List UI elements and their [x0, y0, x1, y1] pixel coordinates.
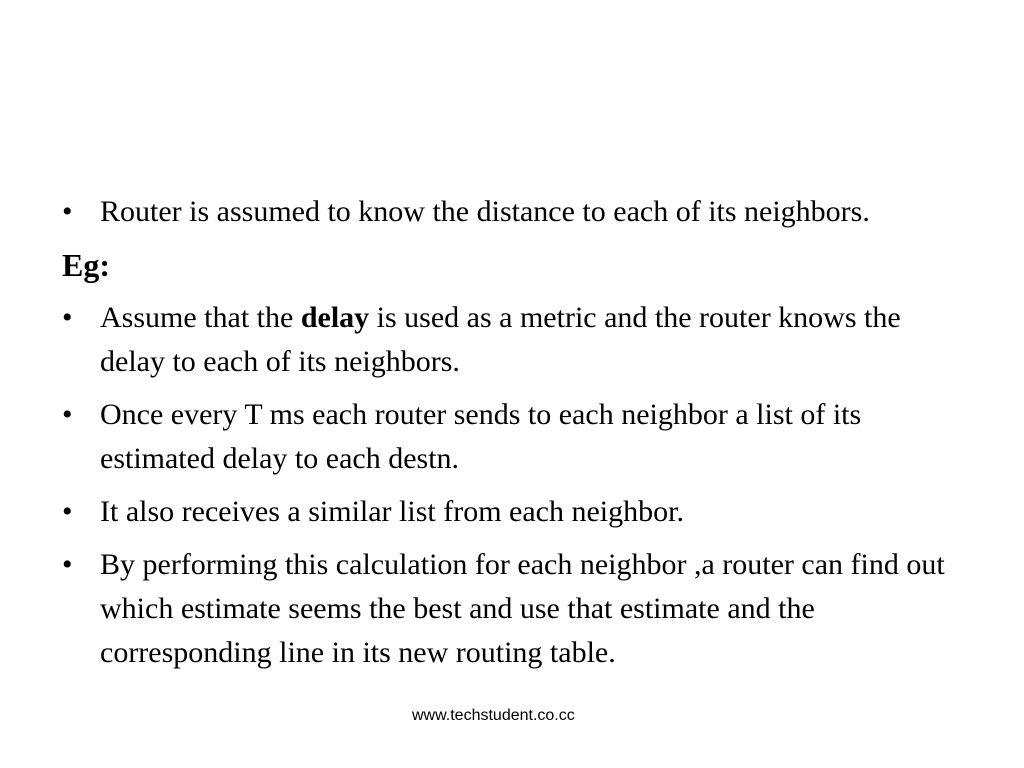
example-heading: Eg: [62, 247, 110, 283]
bullet-marker: • [62, 548, 73, 581]
bullet-send-list [62, 393, 972, 481]
bullet-calculation [62, 543, 972, 675]
bullet-text-after: is used as a metric and the router knows the delay to each of its neighbors. [100, 301, 901, 378]
bullet-marker: • [62, 301, 73, 334]
bullet-delay-metric [62, 296, 972, 384]
bullet-text: It also receives a similar list from each neighbor. [100, 495, 684, 528]
bullet-receive-list [62, 490, 972, 534]
bullet-marker: • [62, 195, 73, 228]
footer-url: www.techstudent.co.cc [412, 707, 575, 724]
bullet-text: Once every T ms each router sends to each neighbor a list of its estimated delay to each destn. [100, 398, 862, 475]
bullet-text: By performing this calculation for each neighbor ,a router can find out which estimate seems the best and use that estimate and the corresponding line in its new routing table. [100, 548, 945, 669]
bullet-marker: • [62, 495, 73, 528]
bullet-text-before: Assume that the [100, 301, 301, 334]
slide-content [62, 190, 972, 684]
bullet-text-bold: delay [300, 301, 370, 334]
bullet-text: Router is assumed to know the distance to each of its neighbors. [100, 195, 870, 228]
bullet-router-assumption [62, 190, 972, 234]
bullet-marker: • [62, 398, 73, 431]
